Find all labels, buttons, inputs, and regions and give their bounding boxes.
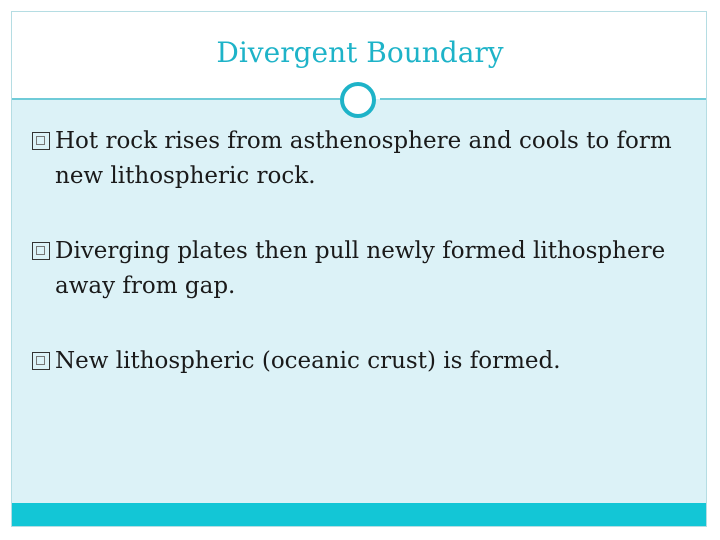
title-divider-left xyxy=(12,98,340,100)
bullet-text: Diverging plates then pull newly formed lithosphere away from gap. xyxy=(55,238,666,299)
bullet-item xyxy=(32,124,692,194)
slide-title: Divergent Boundary xyxy=(216,36,504,69)
bullet-item xyxy=(32,344,692,379)
bullet-text: New lithospheric (oceanic crust) is formed. xyxy=(55,348,561,374)
bottom-accent-bar xyxy=(12,503,706,526)
bullet-list xyxy=(32,124,692,419)
missing-glyph-box-icon xyxy=(32,242,50,260)
title-divider-right xyxy=(380,98,706,100)
bullet-item xyxy=(32,234,692,304)
missing-glyph-box-icon xyxy=(32,132,50,150)
bullet-text: Hot rock rises from asthenosphere and cools to form new lithospheric rock. xyxy=(55,128,672,189)
divider-circle-ornament xyxy=(340,82,376,118)
missing-glyph-box-icon xyxy=(32,352,50,370)
